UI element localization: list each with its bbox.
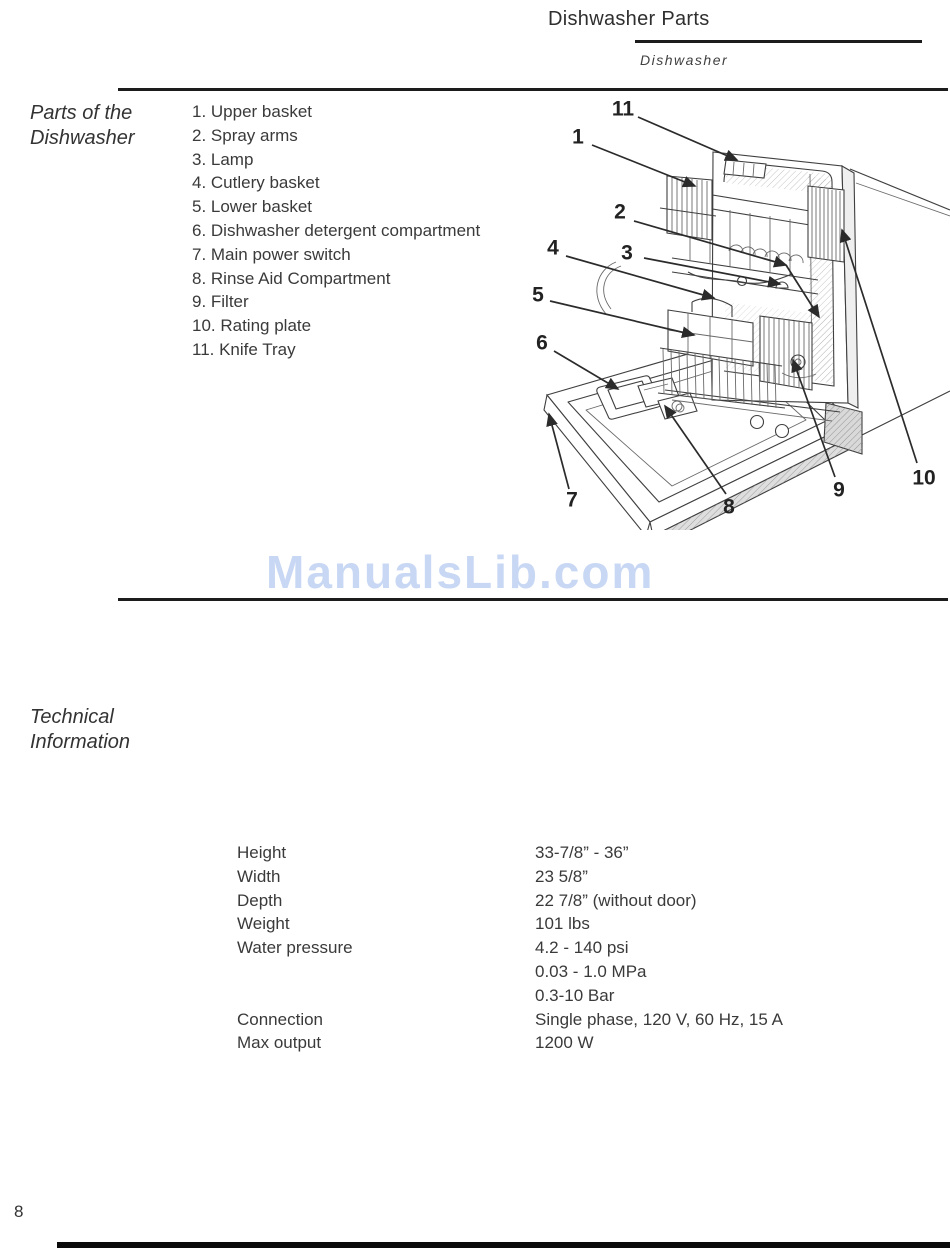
tech-value: 0.03 - 1.0 MPa xyxy=(535,961,647,981)
tech-label: Depth xyxy=(237,890,283,910)
tech-row xyxy=(237,889,783,913)
parts-heading-line1: Parts of the xyxy=(30,102,133,124)
callout-1: 1 xyxy=(572,125,584,149)
parts-list-item: 8. Rinse Aid Compartment xyxy=(192,268,391,288)
tech-heading-line2: Information xyxy=(30,730,131,753)
tech-row xyxy=(237,1031,783,1055)
tech-label: Width xyxy=(237,866,281,886)
tech-value: 101 lbs xyxy=(535,914,590,934)
parts-list-item: 2. Spray arms xyxy=(192,125,298,145)
parts-list-item: 10. Rating plate xyxy=(192,316,312,336)
tech-label: Weight xyxy=(237,914,290,934)
tech-value: 33-7/8” - 36” xyxy=(535,843,629,862)
tech-row xyxy=(237,960,783,984)
tech-section-heading xyxy=(30,705,130,754)
callout-10: 10 xyxy=(912,466,936,490)
parts-list-item: 3. Lamp xyxy=(192,149,254,169)
header-subtitle: Dishwasher xyxy=(640,52,729,68)
callout-6: 6 xyxy=(536,331,548,355)
tech-row xyxy=(237,865,783,889)
tech-row xyxy=(237,936,783,960)
parts-list-item: 7. Main power switch xyxy=(192,244,351,264)
tech-value: 1200 W xyxy=(535,1033,594,1053)
callout-4: 4 xyxy=(547,236,559,260)
parts-list-item: 9. Filter xyxy=(192,292,249,312)
parts-list-item: 1. Upper basket xyxy=(192,102,313,121)
tech-label: Connection xyxy=(237,1009,324,1029)
tech-label: Water pressure xyxy=(237,938,353,958)
dishwasher-illustration xyxy=(520,90,950,530)
callout-2: 2 xyxy=(614,200,626,224)
tech-value: 22 7/8” (without door) xyxy=(535,890,697,910)
callout-8: 8 xyxy=(723,495,735,519)
tech-value: 4.2 - 140 psi xyxy=(535,938,629,958)
dishwasher-diagram xyxy=(520,90,950,530)
tech-label: Height xyxy=(237,843,287,862)
scan-artifact-bar xyxy=(57,1242,950,1248)
tech-row xyxy=(237,984,783,1008)
parts-list xyxy=(192,100,480,362)
parts-list-item: 5. Lower basket xyxy=(192,197,313,217)
manualslib-watermark: ManualsLib.com xyxy=(266,546,655,598)
tech-value: 23 5/8” xyxy=(535,866,588,886)
parts-list-item: 11. Knife Tray xyxy=(192,339,296,359)
parts-list-item: 4. Cutlery basket xyxy=(192,173,320,193)
tech-label: Max output xyxy=(237,1033,322,1053)
callout-7: 7 xyxy=(566,488,578,512)
callout-11: 11 xyxy=(611,97,635,121)
tech-label xyxy=(237,984,535,1008)
page-title: Dishwasher Parts xyxy=(548,8,710,30)
tech-row xyxy=(237,841,783,865)
tech-value: Single phase, 120 V, 60 Hz, 15 A xyxy=(535,1009,783,1029)
parts-list-item: 6. Dishwasher detergent compartment xyxy=(192,220,481,240)
tech-table xyxy=(237,841,783,1055)
parts-section-heading xyxy=(30,101,134,150)
tech-value: 0.3-10 Bar xyxy=(535,985,615,1005)
callout-5: 5 xyxy=(532,283,544,307)
tech-heading-line1: Technical xyxy=(30,706,114,728)
callout-9: 9 xyxy=(833,478,845,502)
parts-heading-line2: Dishwasher xyxy=(30,126,135,149)
page-number: 8 xyxy=(14,1202,24,1221)
tech-row xyxy=(237,1008,783,1032)
tech-label xyxy=(237,960,535,984)
middle-divider xyxy=(118,598,948,601)
callout-3: 3 xyxy=(621,241,633,265)
tech-row xyxy=(237,912,783,936)
header-rule xyxy=(635,40,922,43)
